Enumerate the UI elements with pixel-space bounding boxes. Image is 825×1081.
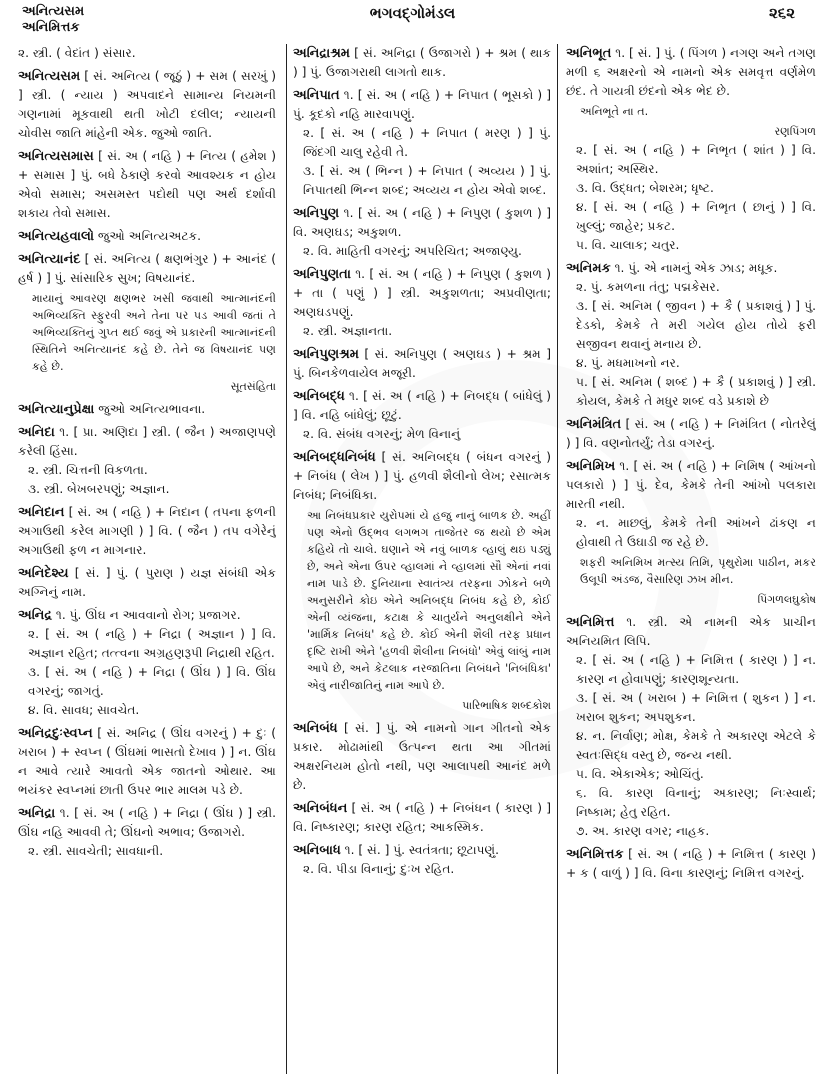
entry-definition: [ સં. અ ( નહિ ) + નિબંધન ( કારણ ) ] વિ. નિષ્કારણ; કારણ રહિત; આકસ્મિક. xyxy=(293,801,551,834)
entry-quotation: માયાનું આવરણ ક્ષણભર ખસી જવાથી આત્માનંદની અભિવ્યક્તિ સ્ફુરવી અને તેના પર પડ આવી જતાં તે અભિવ્યક્તિનું ગુપ્ત થઈ જવું એ પ્રકારની આત્માનંદની સ્થિતિને અનિત્યાનંદ કહે છે. તેને જ વિષયાનંદ પણ કહે છે. xyxy=(32,292,276,373)
entry-definition: ૨. સ્ત્રી. ( વેદાંત ) સંસાર. xyxy=(18,46,136,60)
entry-definition: ૧. [ સં. અ ( નહિ ) + નિપુણ ( કુશળ ) + તા ( પણું ) ] સ્ત્રી. અકુશળતા; અપ્રવીણતા; અણઘડપણું. xyxy=(293,267,551,319)
entry-definition: [ સં. અનિબદ્ધ ( બંધન વગરનું ) + નિબંધ ( લેખ ) ] પું. હળવી શૈલીનો લેખ; રસાત્મક નિબંધ; નિબંધિકા. xyxy=(293,450,551,502)
entry-definition: ૧. સ્ત્રી. એ નામની એક પ્રાચીન અનિયમિત લિપિ. xyxy=(566,615,816,648)
dictionary-entry xyxy=(18,67,276,143)
entry-headword: અનિદ્ર xyxy=(18,608,53,623)
entry-headword: અનિત્યાનુપ્રેક્ષા xyxy=(18,402,95,417)
entry-sense: ૨. ન. માછલું, કેમકે તેની આંખને ઢાંકણ ન હોવાથી તે ઉઘાડી જ રહે છે. xyxy=(576,516,816,549)
dictionary-entry xyxy=(566,259,816,411)
entry-definition: જુઓ અનિત્યભાવના. xyxy=(98,402,206,416)
dictionary-entry xyxy=(566,845,816,883)
entry-headword: અનિભૂત xyxy=(566,46,612,61)
entry-sense: ૭. અ. કારણ વગર; નાહક. xyxy=(576,824,710,838)
dictionary-entry xyxy=(566,44,816,255)
entry-definition: [ સં. અ ( નહિ ) + નિદાન ( તપના ફળની અગાઉથી કરેલ માગણી ) ] વિ. ( જૈન ) તપ વગેરેનું અગાઉથી ફળ ન માગનાર. xyxy=(18,505,276,557)
entry-sense: ૩. સ્ત્રી. બેખબરપણું; અજ્ઞાન. xyxy=(28,482,170,496)
entry-definition: ૧. [ સં. અ ( નહિ ) + નિપાત ( ભૂસકો ) ] પું. કૂદકો નહિ મારવાપણું. xyxy=(293,88,552,121)
entry-headword: અનિબંધન xyxy=(293,801,348,816)
entry-sense: ૨. વિ. પીડા વિનાનું; દુઃખ રહિત. xyxy=(303,862,455,876)
guide-word-last: અનિમિત્તક xyxy=(22,20,80,35)
dictionary-entry xyxy=(293,719,551,795)
entry-sense: ૨. સ્ત્રી. ચિત્તની વિકળતા. xyxy=(28,463,148,477)
entry-headword: અનિમિત્તક xyxy=(566,847,624,862)
entry-sense: ૨. વિ. સંબંધ વગરનું; મેળ વિનાનું xyxy=(303,427,461,441)
entry-definition: ૧. [ સં. અ ( નહિ ) + નિદ્રા ( ઊંઘ ) ] સ્ત્રી. ઊંઘ નહિ આવવી તે; ઊંઘનો અભાવ; ઉજાગરો. xyxy=(18,806,276,839)
entry-headword: અનિપુણતા xyxy=(293,267,351,282)
entry-sense: ૨. વિ. માહિતી વગરનું; અપરિચિત; અજાણ્યુ. xyxy=(303,244,522,258)
dictionary-entry xyxy=(566,457,816,609)
entry-sense: ૨. [ સં. અ ( નહિ ) + નિપાત ( મરણ ) ] પું. જિંદગી ચાલુ રહેવી તે. xyxy=(303,126,551,159)
dictionary-entry xyxy=(293,204,551,261)
entry-definition: [ સં. અનિત્ય ( ક્ષણભંગુર ) + આનંદ ( હર્ષ ) ] પું. સાંસારિક સુખ; વિષયાનંદ. xyxy=(18,252,276,285)
entry-headword: અનિત્યસમ xyxy=(18,69,81,84)
entry-definition: ૧. [ સં. અ ( નહિ ) + નિમિષ ( આંખનો પલકારો ) ] પું. દેવ, કેમકે તેની આંખો પલકારા મારતી નથી. xyxy=(566,459,816,511)
entry-headword: અનિબદ્ધ xyxy=(293,389,345,404)
entry-sense: ૪. વિ. સાવધ; સાવચેત. xyxy=(28,703,140,717)
dictionary-entry xyxy=(293,841,551,879)
entry-headword: અનિપુણ xyxy=(293,206,340,221)
entry-sense: ૨. પું. કમળના તંતુ; પદ્મકેસર. xyxy=(576,280,720,294)
entry-sense: ૨. [ સં. અ ( નહિ ) + નિદ્રા ( અજ્ઞાન ) ] વિ. અજ્ઞાન રહિત; તત્ત્વના અગ્રહણરૂપી નિદ્રાથી રહિત. xyxy=(28,627,276,660)
dictionary-entry xyxy=(18,564,276,602)
entry-definition: ૧. [ સં. ] પું. ( પિંગળ ) નગણ અને તગણ મળી ૬ અક્ષરનો એ નામનો એક સમવૃત્ત વર્ણમેળ છંદ. તે ગાયત્રી છંદનો એક ભેદ છે. xyxy=(566,46,816,98)
entry-headword: અનિમક xyxy=(566,261,611,276)
dictionary-entry xyxy=(293,448,551,715)
entry-headword: અનિદાન xyxy=(18,505,65,520)
dictionary-entry xyxy=(293,265,551,341)
entry-quotation: અનિભૂતે ના ત. xyxy=(580,105,649,118)
entry-quotation: આ નિબંધપ્રકાર યુરોપમાં યે હજુ નાનું બાળક છે. અહીં પણ એનો ઉદ્ભવ લગભગ તાજેતર જ થયો છે એમ કહિયે તો ચાલે. ઘણાને એ નવું બાળક વ્હાલું થઇ પડ્યું છે, અને એના ઉપર વ્હાલમાં ને વ્હાલમાં સૌ એનાં નવાં નામ પાડે છે. દુનિયાના સ્વાતંત્ર્ય તરફના ઝોકને બળે અનુસરીને કોઇ એને અનિબદ્ધ નિબંધ કહે છે, કોઈ એની વ્યંજના, કટાક્ષ કે ચાતુર્યને અનુલક્ષીને એને 'માર્મિક નિબંધ' કહે છે. કોઈ એની શૈલી તરફ પ્રધાન દૃષ્ટિ રાખી એને 'હળવી શૈલીના નિબંધો' એવું લાંબું નામ આપે છે, અને કેટલાક નરજાતિના નિબંધને 'નિબંધિકા' એવું નારીજાતિનું નામ આપે છે. xyxy=(307,509,551,692)
entry-sense: ૨. [ સં. અ ( નહિ ) + નિમિત્ત ( કારણ ) ] ન. કારણ ન હોવાપણું; કારણશૂન્યતા. xyxy=(576,653,816,686)
entry-quotation: શફરી અનિમિખ મત્સ્ય તિમિ, પૃથુરોમા પાઠીન, મકર ઉલૂપી અંડજ, વૈસારિણ ઝખ મીન. xyxy=(580,556,816,586)
entry-sense: ૩. [ સં. અ ( ભિન્ન ) + નિપાત ( અવ્યય ) ] પું. નિપાતથી ભિન્ન શબ્દ; અવ્યય ન હોય એવો શબ્દ. xyxy=(303,164,551,197)
entry-headword: અનિદ્રાશ્રમ xyxy=(293,46,350,61)
dictionary-title: ભગવદ્ગોમંડલ xyxy=(369,4,456,22)
entry-headword: અનિમિત્ત xyxy=(566,615,615,630)
dictionary-entry xyxy=(293,387,551,444)
entry-definition: [ સં. અનિત્ય ( જૂઠું ) + સમ ( સરખું ) ] સ્ત્રી. ( ન્યાય ) અપવાદને સામાન્ય નિયમની ગણનામાં મૂકવાથી થતી ખોટી દલીલ; ન્યાયની ચોવીસ જાતિ માંહેની એક. જુઓ જાતિ. xyxy=(18,69,276,140)
dictionary-entry xyxy=(18,400,276,419)
dictionary-entry xyxy=(566,613,816,841)
quotation-source: સૂતસંહિતા xyxy=(230,380,276,393)
entry-sense: ૨. [ સં. અ ( નહિ ) + નિભૃત ( શાંત ) ] વિ. અશાંત; અસ્થિર. xyxy=(576,143,816,176)
entry-definition: [ સં. અ ( નહિ ) + નિત્ય ( હમેશ ) + સમાસ ] પું. બધે ઠેકાણે કરવો આવશ્યક ન હોય એવો સમાસ; અસમસ્ત પદોથી પણ અર્થ દર્શાવી શકાય તેવો સમાસ. xyxy=(18,149,276,220)
entry-headword: અનિત્યાનંદ xyxy=(18,252,81,267)
entry-sense: ૨. સ્ત્રી. અજ્ઞાનતા. xyxy=(303,324,393,338)
entry-headword: અનિત્યહવાલો xyxy=(18,229,95,244)
entry-sense: ૩. [ સં. અનિમ ( જીવન ) + કૈ ( પ્રકાશવું ) ] પું. દેડકો, કેમકે તે મરી ગયેલ હોય તોયે ફરી સજીવન થવાનું મનાય છે. xyxy=(576,299,816,351)
quotation-source: પિંગળલઘુકોષ xyxy=(757,593,816,606)
entry-headword: અનિબદ્ધનિબંધ xyxy=(293,450,376,465)
dictionary-entry xyxy=(566,415,816,453)
entry-sense: ૩. [ સં. અ ( ખરાબ ) + નિમિત્ત ( શુકન ) ] ન. ખરાબ શુકન; અપશુકન. xyxy=(576,691,816,724)
dictionary-entry xyxy=(18,250,276,396)
quotation-source: પારિભાષિક શબ્દકોશ xyxy=(462,699,551,712)
entry-definition: [ સં. ] પું. એ નામનો ગાન ગીતનો એક પ્રકાર. મોઢામાંથી ઉત્પન્ન થતા આ ગીતમાં અક્ષરનિયમ હોતો નથી, પણ આલાપથી આનંદ મળે છે. xyxy=(293,721,552,792)
entry-definition: [ સં. અનિદ્રા ( ઉજાગરો ) + શ્રમ ( થાક ) ] પું. ઉજાગરાથી લાગતો થાક. xyxy=(293,46,551,79)
dictionary-entry xyxy=(18,804,276,861)
column-1 xyxy=(18,44,276,1074)
quotation-source: રણપિંગળ xyxy=(774,125,816,138)
entry-sense: ૫. [ સં. અનિમ ( શબ્દ ) + કૈ ( પ્રકાશવું ) ] સ્ત્રી. કોયલ, કેમકે તે મધુર શબ્દ વડે પ્રકાશે છે xyxy=(576,375,816,408)
entry-sense: ૩. [ સં. અ ( નહિ ) + નિદ્રા ( ઊંઘ ) ] વિ. ઊંઘ વગરનું; જાગતું. xyxy=(28,665,276,698)
entry-definition: ૧. પું. ઊંઘ ન આવવાનો રોગ; પ્રજાગર. xyxy=(55,608,241,622)
page-header xyxy=(0,0,825,46)
entry-definition: ૧. [ સં. ] પું. સ્વતંત્રતા; છૂટાપણું. xyxy=(344,843,500,857)
dictionary-entry xyxy=(293,86,551,200)
dictionary-entry xyxy=(18,44,276,63)
entry-definition: ૧. પું. એ નામનું એક ઝાડ; મધૂક. xyxy=(614,261,778,275)
entry-headword: અનિપુણશ્રમ xyxy=(293,347,359,362)
dictionary-columns xyxy=(18,44,816,1074)
page-number: ૨૬૨ xyxy=(768,4,795,22)
column-3 xyxy=(566,44,816,1074)
entry-headword: અનિપાત xyxy=(293,88,340,103)
entry-sense: ૫. વિ. ચાલાક; ચતુર. xyxy=(576,238,680,252)
entry-definition: [ સં. અનિદ્ર ( ઊંઘ વગરનું ) + દુઃ ( ખરાબ ) + સ્વપ્ન ( ઊંઘમાં ભાસતો દેખાવ ) ] ન. ઊંઘ ન આવે ત્યારે આવતો એક જાતનો ઓથાર. આ ભયંકર સ્વપ્નમાં છાતી ઉપર ભાર માલમ પડે છે. xyxy=(18,726,276,797)
entry-definition: [ સં. અ ( નહિ ) + નિમંત્રિત ( નોતરેલું ) ] વિ. વણનોતર્યું; તેડા વગરનું. xyxy=(566,417,816,450)
entry-definition: [ સં. અનિપુણ ( અણઘડ ) + શ્રમ ] પું. બિનકેળવાયેલ મજૂરી. xyxy=(293,347,552,380)
entry-definition: જુઓ અનિત્યઅટક. xyxy=(97,229,202,243)
dictionary-entry xyxy=(18,606,276,720)
entry-headword: અનિબંધ xyxy=(293,721,338,736)
entry-definition: ૧. [ સં. અ ( નહિ ) + નિબદ્ધ ( બાંધેલું ) ] વિ. નહિ બાંધેલું; છૂટું. xyxy=(293,389,551,422)
entry-sense: ૨. સ્ત્રી. સાવચેતી; સાવધાની. xyxy=(28,844,164,858)
dictionary-entry xyxy=(18,147,276,223)
column-2 xyxy=(286,44,558,1074)
entry-headword: અનિદ્રદુઃસ્વપ્ન xyxy=(18,726,93,741)
entry-headword: અનિદા xyxy=(18,425,55,440)
entry-definition: [ સં. અ ( નહિ ) + નિમિત્ત ( કારણ ) + ક ( વાળું ) ] વિ. વિના કારણનું; નિમિત્ત વગરનું. xyxy=(566,847,816,880)
entry-headword: અનિત્યસમાસ xyxy=(18,149,94,164)
dictionary-entry xyxy=(18,227,276,246)
entry-headword: અનિબાધ xyxy=(293,843,341,858)
entry-sense: ૩. વિ. ઉદ્ધત; બેશરમ; ધૃષ્ટ. xyxy=(576,181,714,195)
entry-sense: ૪. [ સં. અ ( નહિ ) + નિભૃત ( છાનું ) ] વિ. ખુલ્લું; જાહેર; પ્રકટ. xyxy=(576,200,816,233)
entry-headword: અનિમંત્રિત xyxy=(566,417,622,432)
dictionary-entry xyxy=(18,503,276,560)
entry-definition: ૧. [ સં. અ ( નહિ ) + નિપુણ ( કુશળ ) ] વિ. અણઘડ; અકુશળ. xyxy=(293,206,552,239)
entry-sense: ૪. ન. નિર્વાણ; મોક્ષ, કેમકે તે અકારણ એટલે કે સ્વતઃસિદ્ધ વસ્તુ છે, જન્ય નથી. xyxy=(576,729,816,762)
entry-sense: ૬. વિ. કારણ વિનાનું; અકારણ; નિઃસ્વાર્થ; નિષ્કામ; હેતુ રહિત. xyxy=(576,786,816,819)
entry-sense: ૪. પું. મધમાખનો નર. xyxy=(576,356,680,370)
entry-definition: ૧. [ પ્રા. અણિદા ] સ્ત્રી. ( જૈન ) અજાણપણે કરેલી હિંસા. xyxy=(18,425,276,458)
dictionary-entry xyxy=(293,799,551,837)
entry-sense: ૫. વિ. એકાએક; ઓચિંતું. xyxy=(576,767,704,781)
dictionary-entry xyxy=(293,44,551,82)
entry-definition: [ સં. ] પું. ( પુરાણ ) યજ્ઞ સંબંધી એક અગ્નિનું નામ. xyxy=(18,566,276,599)
guide-word-first: અનિત્યસમ xyxy=(22,4,85,19)
dictionary-entry xyxy=(18,423,276,499)
entry-headword: અનિમિખ xyxy=(566,459,616,474)
dictionary-entry xyxy=(293,345,551,383)
entry-headword: અનિદેશ્ય xyxy=(18,566,69,581)
dictionary-entry xyxy=(18,724,276,800)
entry-headword: અનિદ્રા xyxy=(18,806,56,821)
